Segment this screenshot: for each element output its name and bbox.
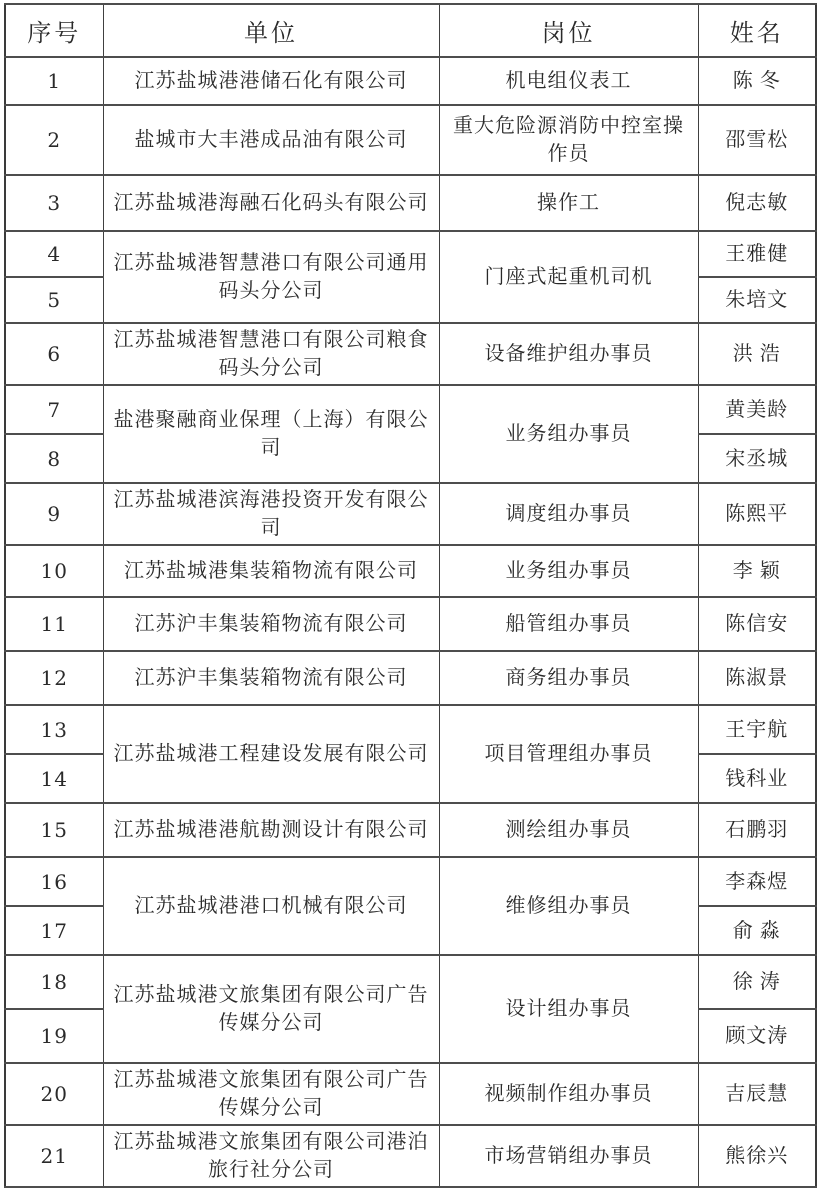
name-cell: 王宇航 — [698, 705, 816, 754]
header-name: 姓名 — [698, 4, 816, 57]
name-cell: 陈淑景 — [698, 651, 816, 705]
table-row — [5, 1125, 816, 1187]
unit-cell: 江苏盐城港港航勘测设计有限公司 — [103, 803, 439, 857]
position-cell-merged: 项目管理组办事员 — [439, 705, 698, 803]
unit-cell: 江苏盐城港文旅集团有限公司港泊旅行社分公司 — [103, 1125, 439, 1187]
table-row — [5, 105, 816, 175]
name-cell: 顾文涛 — [698, 1009, 816, 1063]
name-cell: 陈 冬 — [698, 57, 816, 105]
table-row — [5, 651, 816, 705]
unit-cell-merged: 江苏盐城港文旅集团有限公司广告传媒分公司 — [103, 955, 439, 1063]
unit-cell: 江苏沪丰集装箱物流有限公司 — [103, 597, 439, 651]
unit-cell: 江苏盐城港港储石化有限公司 — [103, 57, 439, 105]
position-cell: 机电组仪表工 — [439, 57, 698, 105]
row-number-cell: 1 — [5, 57, 103, 105]
personnel-roster-table — [4, 3, 817, 1188]
name-cell: 朱培文 — [698, 277, 816, 323]
header-position: 岗位 — [439, 4, 698, 57]
unit-cell-merged: 江苏盐城港港口机械有限公司 — [103, 857, 439, 955]
name-cell: 熊徐兴 — [698, 1125, 816, 1187]
row-number-cell: 7 — [5, 385, 103, 434]
unit-cell-merged: 盐港聚融商业保理（上海）有限公司 — [103, 385, 439, 483]
unit-cell: 江苏盐城港海融石化码头有限公司 — [103, 175, 439, 231]
unit-cell: 江苏盐城港集装箱物流有限公司 — [103, 545, 439, 597]
name-cell: 吉辰慧 — [698, 1063, 816, 1125]
name-cell: 钱科业 — [698, 754, 816, 803]
table-row — [5, 1063, 816, 1125]
unit-cell: 江苏盐城港智慧港口有限公司粮食码头分公司 — [103, 323, 439, 385]
position-cell-merged: 业务组办事员 — [439, 385, 698, 483]
position-cell: 重大危险源消防中控室操作员 — [439, 105, 698, 175]
unit-cell-merged: 江苏盐城港智慧港口有限公司通用码头分公司 — [103, 231, 439, 323]
table-row — [5, 231, 816, 277]
name-cell: 黄美龄 — [698, 385, 816, 434]
table-row — [5, 955, 816, 1009]
position-cell: 测绘组办事员 — [439, 803, 698, 857]
unit-cell: 江苏盐城港文旅集团有限公司广告传媒分公司 — [103, 1063, 439, 1125]
table-row — [5, 705, 816, 754]
row-number-cell: 12 — [5, 651, 103, 705]
table-row — [5, 483, 816, 545]
position-cell: 操作工 — [439, 175, 698, 231]
row-number-cell: 4 — [5, 231, 103, 277]
name-cell: 王雅健 — [698, 231, 816, 277]
name-cell: 李森煜 — [698, 857, 816, 906]
row-number-cell: 16 — [5, 857, 103, 906]
name-cell: 徐 涛 — [698, 955, 816, 1009]
row-number-cell: 3 — [5, 175, 103, 231]
name-cell: 倪志敏 — [698, 175, 816, 231]
name-cell: 石鹏羽 — [698, 803, 816, 857]
row-number-cell: 15 — [5, 803, 103, 857]
name-cell: 洪 浩 — [698, 323, 816, 385]
unit-cell: 江苏沪丰集装箱物流有限公司 — [103, 651, 439, 705]
table-row — [5, 175, 816, 231]
position-cell: 商务组办事员 — [439, 651, 698, 705]
row-number-cell: 17 — [5, 906, 103, 955]
header-row — [5, 4, 816, 57]
position-cell-merged: 设计组办事员 — [439, 955, 698, 1063]
row-number-cell: 2 — [5, 105, 103, 175]
table-row — [5, 385, 816, 434]
row-number-cell: 21 — [5, 1125, 103, 1187]
name-cell: 宋丞城 — [698, 434, 816, 483]
table-row — [5, 803, 816, 857]
header-unit: 单位 — [103, 4, 439, 57]
name-cell: 陈信安 — [698, 597, 816, 651]
unit-cell: 盐城市大丰港成品油有限公司 — [103, 105, 439, 175]
row-number-cell: 14 — [5, 754, 103, 803]
header-serial-number: 序号 — [5, 4, 103, 57]
row-number-cell: 20 — [5, 1063, 103, 1125]
row-number-cell: 13 — [5, 705, 103, 754]
row-number-cell: 18 — [5, 955, 103, 1009]
position-cell: 设备维护组办事员 — [439, 323, 698, 385]
name-cell: 邵雪松 — [698, 105, 816, 175]
table-row — [5, 597, 816, 651]
position-cell-merged: 维修组办事员 — [439, 857, 698, 955]
unit-cell: 江苏盐城港滨海港投资开发有限公司 — [103, 483, 439, 545]
position-cell: 船管组办事员 — [439, 597, 698, 651]
row-number-cell: 19 — [5, 1009, 103, 1063]
position-cell: 业务组办事员 — [439, 545, 698, 597]
row-number-cell: 10 — [5, 545, 103, 597]
table-row — [5, 857, 816, 906]
name-cell: 俞 淼 — [698, 906, 816, 955]
table-row — [5, 57, 816, 105]
name-cell: 李 颖 — [698, 545, 816, 597]
row-number-cell: 6 — [5, 323, 103, 385]
row-number-cell: 11 — [5, 597, 103, 651]
position-cell: 调度组办事员 — [439, 483, 698, 545]
table-row — [5, 323, 816, 385]
position-cell: 视频制作组办事员 — [439, 1063, 698, 1125]
name-cell: 陈熙平 — [698, 483, 816, 545]
row-number-cell: 8 — [5, 434, 103, 483]
position-cell-merged: 门座式起重机司机 — [439, 231, 698, 323]
position-cell: 市场营销组办事员 — [439, 1125, 698, 1187]
unit-cell-merged: 江苏盐城港工程建设发展有限公司 — [103, 705, 439, 803]
table-row — [5, 545, 816, 597]
row-number-cell: 9 — [5, 483, 103, 545]
row-number-cell: 5 — [5, 277, 103, 323]
